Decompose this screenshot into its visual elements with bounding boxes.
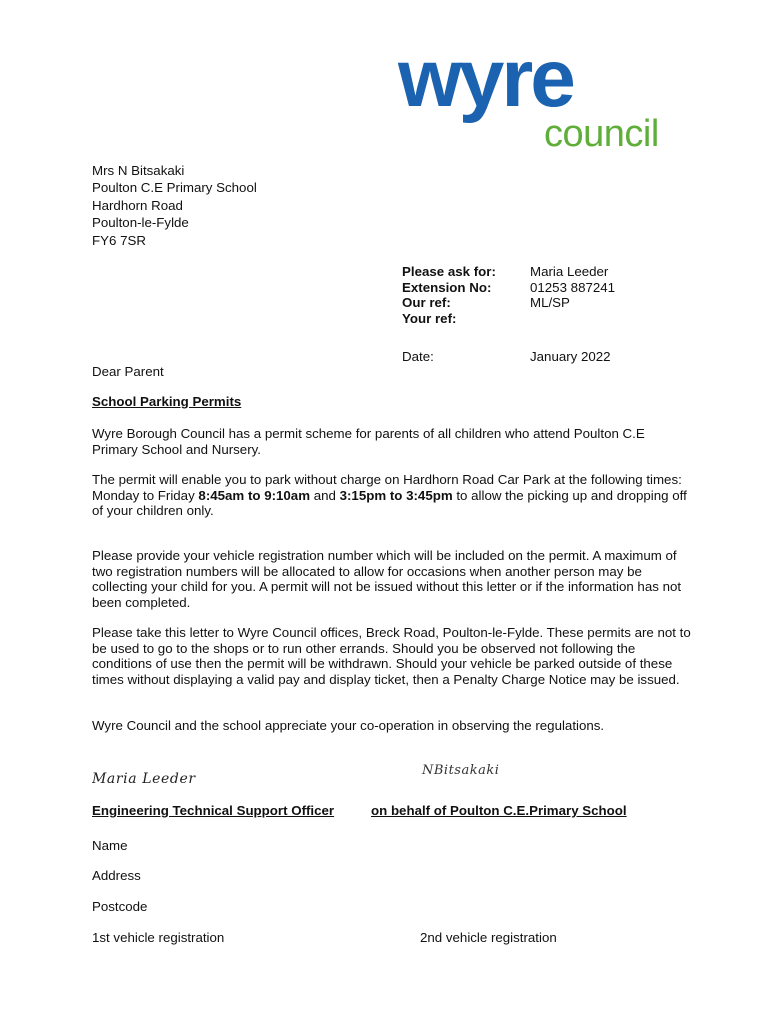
times-end: to allow the picking up and dropping off of your children only. (92, 487, 687, 519)
our-ref-label: Our ref: (402, 295, 451, 311)
address-field-label: Address (92, 868, 141, 883)
paragraph-times (92, 472, 692, 519)
postcode-field-label: Postcode (92, 899, 148, 914)
logo-council-text: council (544, 113, 659, 154)
morning-time: 8:45am to 9:10am (198, 487, 311, 503)
signature-right-text: NBitsakaki (422, 763, 500, 778)
recipient-address (92, 162, 257, 249)
recipient-name: Mrs N Bitsakaki (92, 163, 185, 178)
ask-for-value: Maria Leeder (530, 264, 609, 279)
date-label: Date: (402, 349, 434, 364)
times-intro: The permit will enable you to park without charge on Hardhorn Road Car Park at the following times: (92, 472, 682, 487)
reference-values (530, 264, 615, 311)
officer-title: Engineering Technical Support Officer (92, 803, 335, 818)
reference-labels (402, 264, 496, 326)
signature-left-text: Maria Leeder (92, 771, 196, 787)
signature-n-bitsakaki (420, 754, 540, 782)
extension-label: Extension No: (402, 279, 492, 295)
recipient-line3: Poulton-le-Fylde (92, 215, 189, 231)
our-ref-value: ML/SP (530, 295, 570, 311)
vehicle1-field-label: 1st vehicle registration (92, 930, 225, 945)
letter-subject: School Parking Permits (92, 394, 242, 409)
date-value: January 2022 (530, 349, 611, 364)
times-days: Monday to Friday (92, 487, 199, 503)
paragraph-conditions: Please take this letter to Wyre Council offices, Breck Road, Poulton-le-Fylde. These permits are not to be used to go to the shops or to run other errands. Should you be observed not following the conditions of use then the permit will be withdrawn. Should your vehicle be parked outside of these times without displaying a valid pay and display ticket, then a Penalty Charge Notice may be issued. (92, 625, 691, 687)
paragraph-registration: Please provide your vehicle registration number which will be included on the permit. A maximum of two registration numbers will be allocated to allow for occasions when another person may be collecting your child for you. A permit will not be issued without this letter or if the information has not been completed. (92, 548, 682, 610)
extension-value: 01253 887241 (530, 279, 616, 295)
afternoon-time: 3:15pm to 3:45pm (339, 487, 453, 503)
recipient-line1: Poulton C.E Primary School (92, 180, 257, 196)
salutation: Dear Parent (92, 364, 164, 379)
wyre-council-logo (398, 42, 670, 154)
logo-wyre-text: wyre (398, 42, 573, 124)
paragraph-appreciation: Wyre Council and the school appreciate your co-operation in observing the regulations. (92, 718, 605, 733)
vehicle2-field-label: 2nd vehicle registration (420, 930, 557, 945)
paragraph-scheme: Wyre Borough Council has a permit scheme for parents of all children who attend Poulton C.E Primary School and Nursery. (92, 426, 645, 457)
name-field-label: Name (92, 838, 128, 853)
on-behalf-of-school: on behalf of Poulton C.E.Primary School (371, 803, 627, 818)
ask-for-label: Please ask for: (402, 264, 496, 279)
signature-maria-leeder (92, 764, 212, 792)
recipient-line2: Hardhorn Road (92, 197, 183, 213)
times-and: and (310, 487, 340, 503)
recipient-postcode: FY6 7SR (92, 232, 146, 248)
your-ref-label: Your ref: (402, 310, 457, 326)
